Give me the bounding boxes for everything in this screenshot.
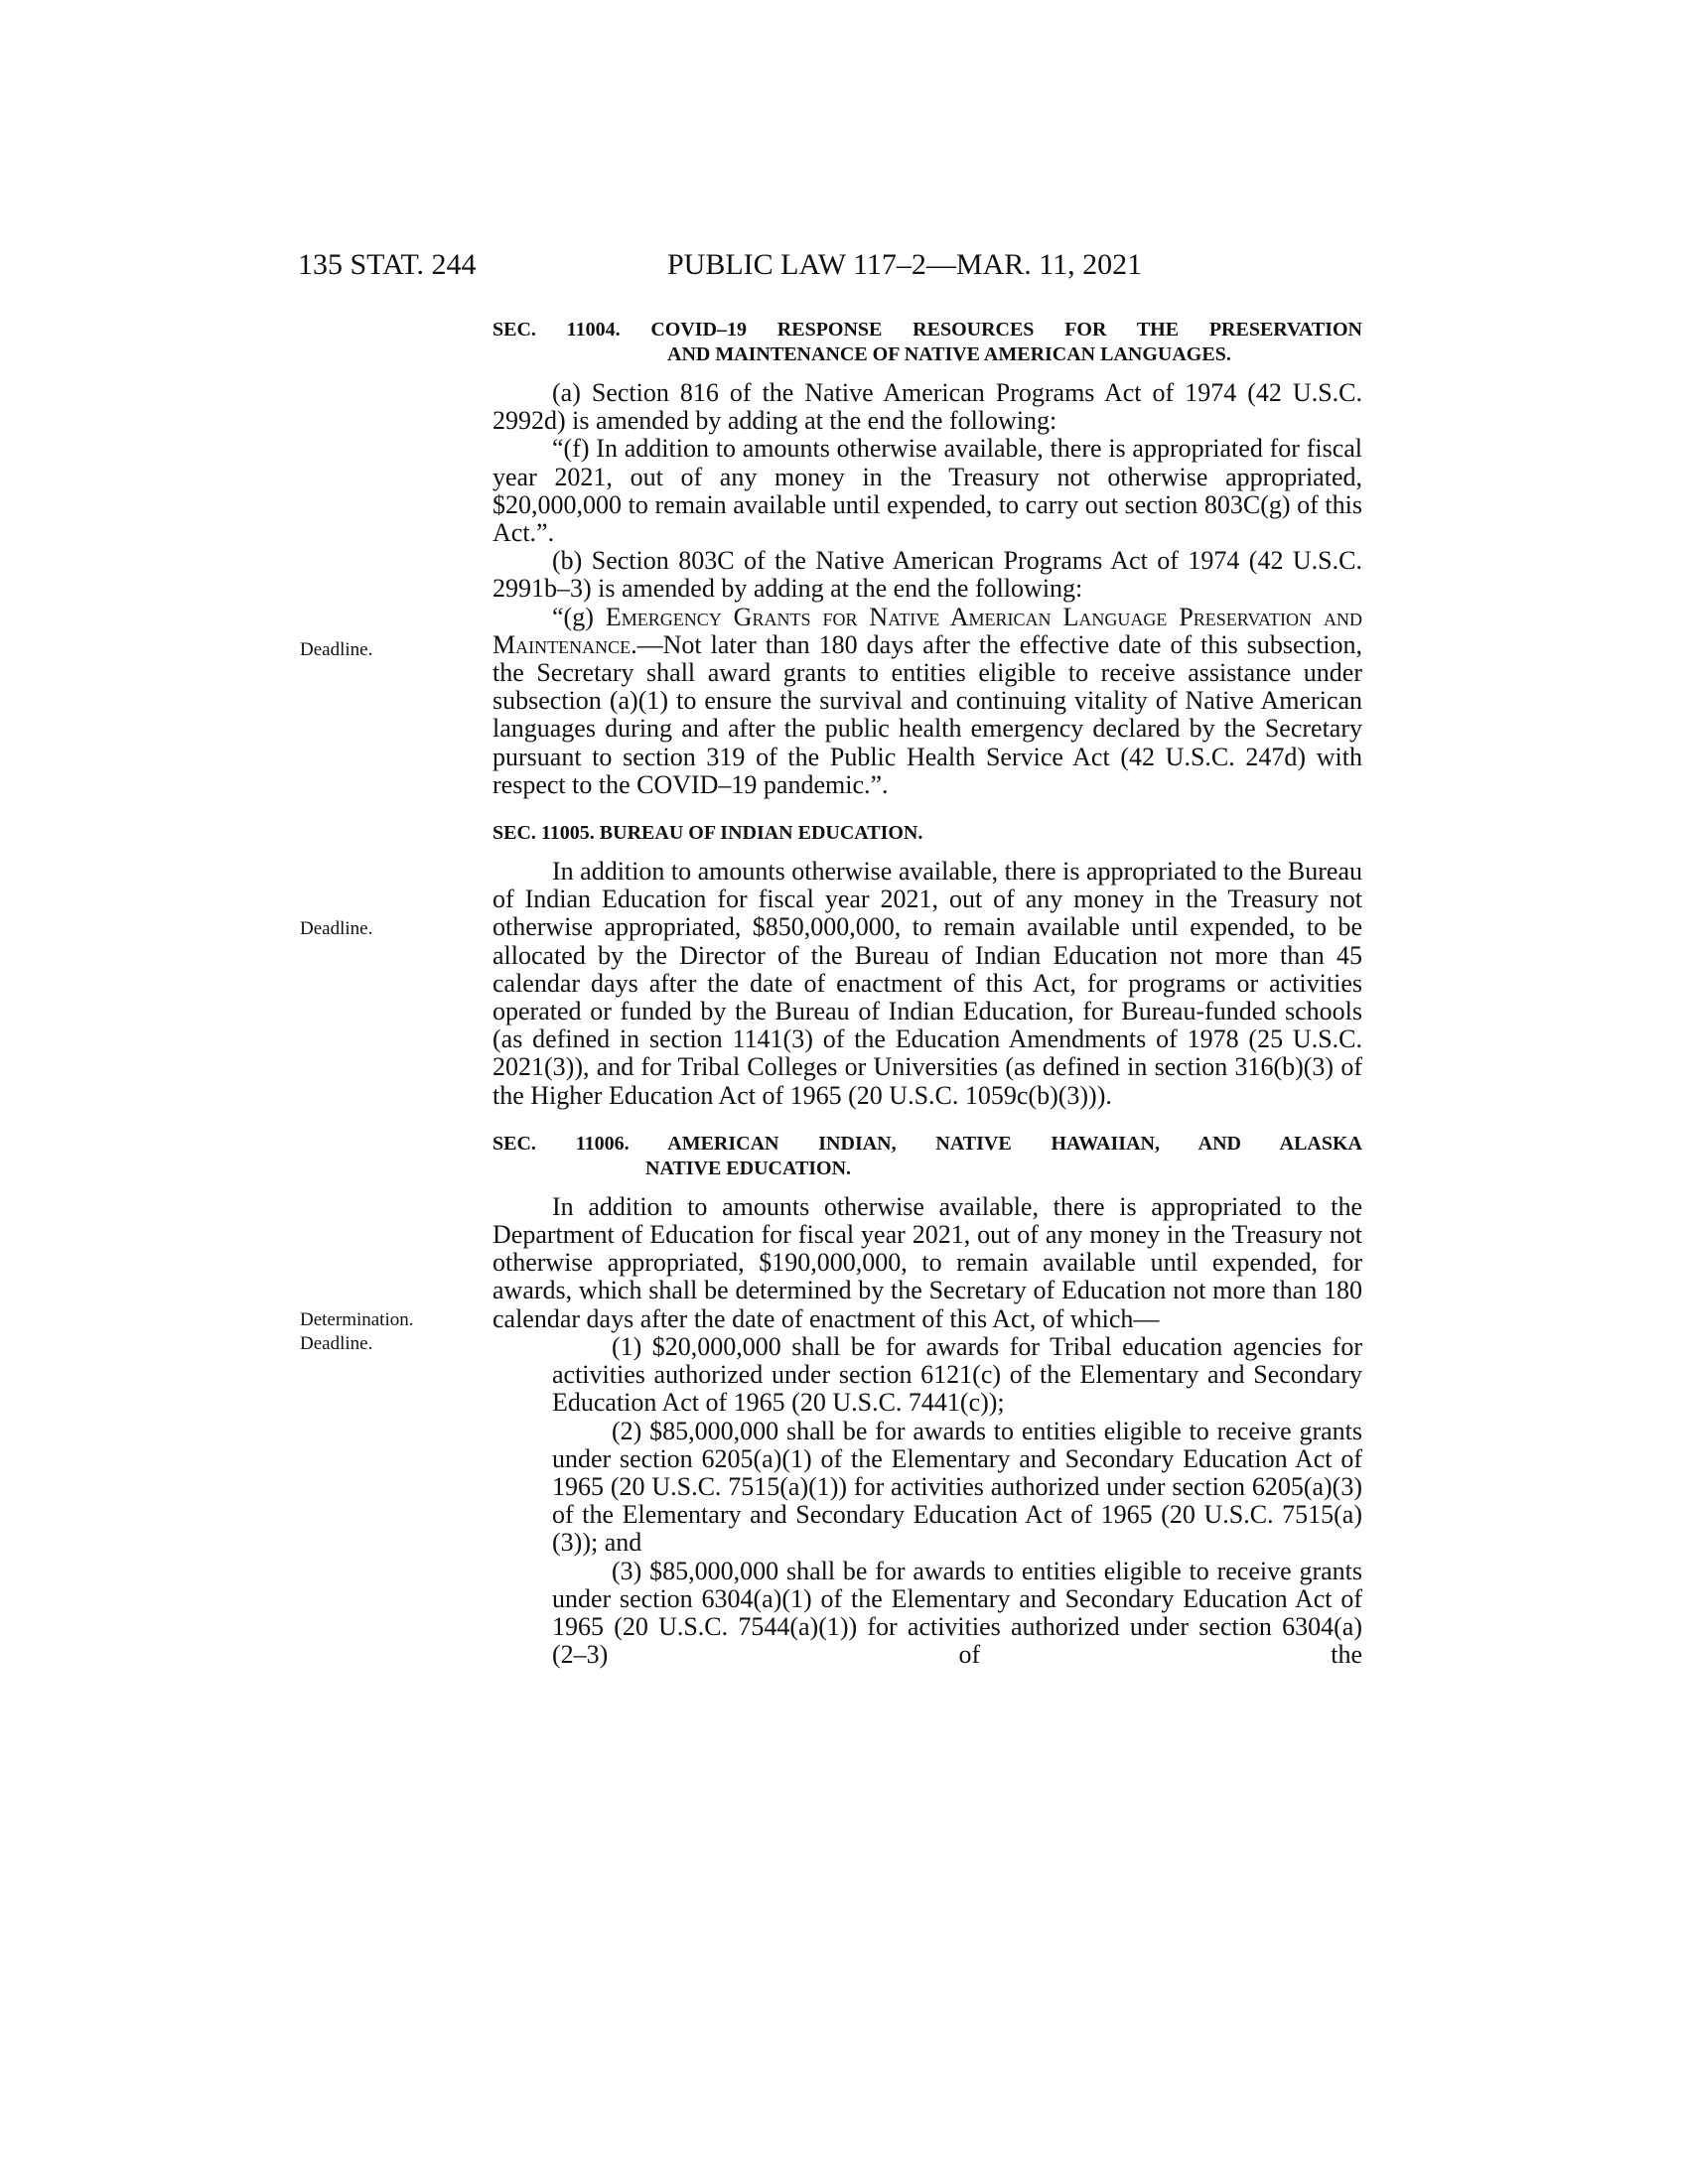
- list-item-2: (2) $85,000,000 shall be for awards to entities eligible to receive grants under section 6205(a)(1) of the Elementary and Secondary Education Act of 1965 (20 U.S.C. 7515(a)(1)) for activities authorized under section 6205(a)(3) of the Elementary and Secondary Education Act of 1965 (20 U.S.C. 7515(a)(3)); and: [552, 1416, 1362, 1558]
- margin-note-deadline: Deadline.: [300, 1333, 373, 1354]
- quoted-paragraph-g: “(g) Emergency Grants for Native American Language Preservation and Maintenance.—Not later than 180 days after the effective date of this subsection, the Secretary shall award grants to entities eligible to receive assistance under subsection (a)(1) to ensure the survival and continuing vitality of Native American languages during and after the public health emergency declared by the Secretary pursuant to section 319 of the Public Health Service Act (42 U.S.C. 247d) with respect to the COVID–19 pandemic.”.: [492, 602, 1362, 799]
- margin-note-determination: Determination.: [300, 1309, 414, 1330]
- stat-page-number: 135 STAT. 244: [298, 248, 477, 281]
- section-heading-11005: SEC. 11005. BUREAU OF INDIAN EDUCATION.: [492, 822, 923, 845]
- running-head-title: PUBLIC LAW 117–2—MAR. 11, 2021: [667, 248, 1143, 281]
- paragraph-a: (a) Section 816 of the Native American Programs Act of 1974 (42 U.S.C. 2992d) is amended by adding at the end the following:: [492, 378, 1362, 436]
- margin-note-deadline: Deadline.: [300, 918, 373, 939]
- paragraph-11006: In addition to amounts otherwise available, there is appropriated to the Department of Education for fiscal year 2021, out of any money in the Treasury not otherwise appropriated, $190,000,000, to remain available until expended, for awards, which shall be determined by the Secretary of Education not more than 180 calendar days after the date of enactment of this Act, of which—: [492, 1191, 1362, 1333]
- section-heading-11004: SEC. 11004. COVID–19 RESPONSE RESOURCES FOR THE PRESERVATION AND MAINTENANCE OF NATIVE AMERICAN LANGUAGES.: [492, 319, 1362, 365]
- section-heading-11006: SEC. 11006. AMERICAN INDIAN, NATIVE HAWAIIAN, AND ALASKA NATIVE EDUCATION.: [492, 1132, 1362, 1179]
- paragraph-11005: In addition to amounts otherwise available, there is appropriated to the Bureau of Indian Education for fiscal year 2021, out of any money in the Treasury not otherwise appropriated, $850,000,000, to remain available until expended, to be allocated by the Director of the Bureau of Indian Education not more than 45 calendar days after the date of enactment of this Act, for programs or activities operated or funded by the Bureau of Indian Education, for Bureau-funded schools (as defined in section 1141(3) of the Education Amendments of 1978 (25 U.S.C. 2021(3)), and for Tribal Colleges or Universities (as defined in section 316(b)(3) of the Higher Education Act of 1965 (20 U.S.C. 1059c(b)(3))).: [492, 857, 1362, 1110]
- paragraph-b: (b) Section 803C of the Native American Programs Act of 1974 (42 U.S.C. 2991b–3) is amended by adding at the end the following:: [492, 546, 1362, 604]
- page-header: [298, 248, 1390, 288]
- document-body: [492, 318, 1362, 1669]
- margin-note-deadline: Deadline.: [300, 639, 373, 660]
- list-item-1: (1) $20,000,000 shall be for awards for Tribal education agencies for activities authorized under section 6121(c) of the Elementary and Secondary Education Act of 1965 (20 U.S.C. 7441(c));: [552, 1331, 1362, 1418]
- list-item-3: (3) $85,000,000 shall be for awards to entities eligible to receive grants under section 6304(a)(1) of the Elementary and Secondary Education Act of 1965 (20 U.S.C. 7544(a)(1)) for activities authorized under section 6304(a)(2–3) of the: [552, 1556, 1362, 1670]
- quoted-paragraph-f: “(f) In addition to amounts otherwise available, there is appropriated for fiscal year 2021, out of any money in the Treasury not otherwise appropriated, $20,000,000 to remain available until expended, to carry out section 803C(g) of this Act.”.: [492, 434, 1362, 548]
- subsection-caption: Emergency Grants for Native American Language Preservation and Maintenance.: [492, 602, 1362, 659]
